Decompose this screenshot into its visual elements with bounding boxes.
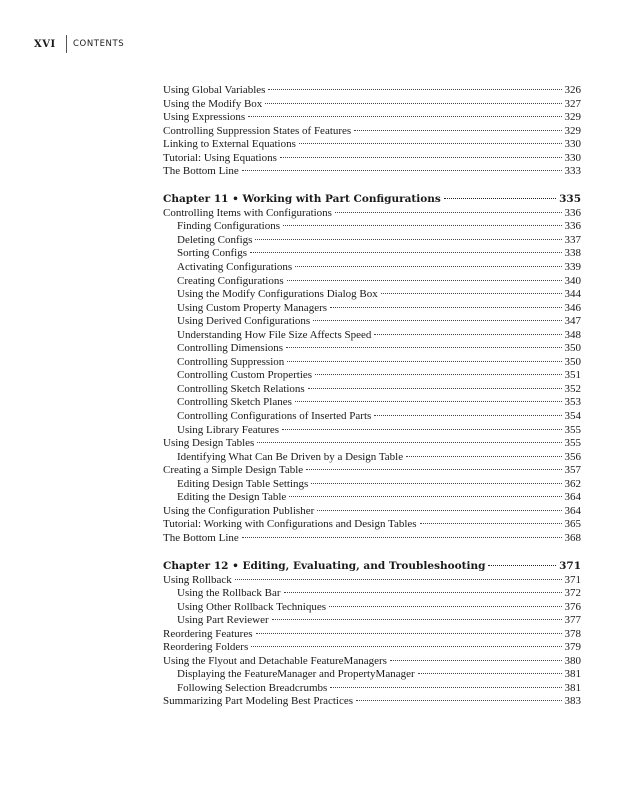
entry-page-number: 368 [564, 531, 581, 544]
entry-title: Creating a Simple Design Table [163, 464, 304, 477]
entry-page-number: 353 [564, 396, 581, 409]
entry-title: Using Rollback [163, 573, 232, 586]
toc-entry[interactable] [163, 138, 581, 152]
entry-page-number: 364 [564, 491, 581, 504]
entry-title: Editing Design Table Settings [177, 477, 309, 490]
dot-leader [317, 510, 561, 511]
entry-title: Controlling Custom Properties [177, 369, 313, 382]
dot-leader [488, 565, 556, 566]
entry-page-number: 330 [564, 138, 581, 151]
toc-section [163, 559, 581, 709]
toc-entry[interactable] [163, 505, 581, 519]
toc-subentry[interactable] [163, 234, 581, 248]
entry-page-number: 381 [564, 668, 581, 681]
toc-subentry[interactable] [163, 288, 581, 302]
running-head [34, 36, 124, 52]
dot-leader [272, 619, 562, 620]
dot-leader [242, 537, 562, 538]
entry-title: Controlling Dimensions [177, 342, 284, 355]
entry-title: The Bottom Line [163, 165, 239, 178]
entry-title: The Bottom Line [163, 531, 239, 544]
dot-leader [354, 130, 561, 131]
dot-leader [390, 660, 562, 661]
toc-entry[interactable] [163, 437, 581, 451]
dot-leader [242, 170, 562, 171]
toc-subentry[interactable] [163, 220, 581, 234]
entry-page-number: 327 [564, 97, 581, 110]
toc-entry[interactable] [163, 574, 581, 588]
dot-leader [248, 116, 561, 117]
running-title: CONTENTS [73, 39, 125, 49]
entry-title: Using Part Reviewer [177, 614, 269, 627]
entry-title: Using Library Features [177, 423, 280, 436]
dot-leader [330, 687, 561, 688]
entry-page-number: 379 [564, 641, 581, 654]
toc-subentry[interactable] [163, 261, 581, 275]
entry-page-number: 351 [564, 369, 581, 382]
entry-title: Editing the Design Table [177, 491, 287, 504]
dot-leader [280, 157, 562, 158]
entry-title: Controlling Suppression [177, 355, 285, 368]
entry-page-number: 339 [564, 261, 581, 274]
dot-leader [265, 103, 561, 104]
toc-subentry[interactable] [163, 396, 581, 410]
dot-leader [313, 320, 561, 321]
dot-leader [235, 579, 562, 580]
dot-leader [335, 212, 562, 213]
toc-subentry[interactable] [163, 315, 581, 329]
entry-page-number: 340 [564, 274, 581, 287]
entry-title: Following Selection Breadcrumbs [177, 681, 328, 694]
dot-leader [311, 483, 561, 484]
toc-subentry[interactable] [163, 491, 581, 505]
toc-subentry[interactable] [163, 601, 581, 615]
toc-section [163, 84, 581, 179]
toc-entry[interactable] [163, 641, 581, 655]
toc-entry[interactable] [163, 532, 581, 546]
entry-page-number: 352 [564, 382, 581, 395]
dot-leader [282, 429, 561, 430]
dot-leader [257, 442, 561, 443]
entry-page-number: 364 [564, 504, 581, 517]
entry-page-number: 338 [564, 247, 581, 260]
toc-subentry[interactable] [163, 451, 581, 465]
toc-subentry[interactable] [163, 369, 581, 383]
entry-page-number: 350 [564, 355, 581, 368]
entry-title: Using the Configuration Publisher [163, 504, 315, 517]
entry-title: Deleting Configs [177, 233, 253, 246]
dot-leader [251, 646, 561, 647]
entry-page-number: 381 [564, 681, 581, 694]
entry-page-number: 329 [564, 124, 581, 137]
toc-section [163, 192, 581, 546]
page-number: XVI [34, 38, 56, 50]
entry-page-number: 362 [564, 477, 581, 490]
dot-leader [329, 606, 561, 607]
dot-leader [374, 334, 561, 335]
entry-title: Activating Configurations [177, 261, 293, 274]
toc-entry[interactable] [163, 655, 581, 669]
entry-page-number: 383 [564, 695, 581, 708]
toc-subentry[interactable] [163, 275, 581, 289]
entry-page-number: 326 [564, 84, 581, 96]
dot-leader [250, 252, 562, 253]
dot-leader [289, 496, 561, 497]
toc-entry[interactable] [163, 111, 581, 125]
entry-page-number: 344 [564, 288, 581, 301]
entry-title: Using Design Tables [163, 437, 255, 450]
entry-title: Sorting Configs [177, 247, 247, 260]
entry-page-number: 355 [564, 437, 581, 450]
entry-title: Using Other Rollback Techniques [177, 600, 327, 613]
toc-subentry[interactable] [163, 668, 581, 682]
entry-title: Using Custom Property Managers [177, 301, 328, 314]
entry-title: Using the Rollback Bar [177, 587, 281, 600]
dot-leader [356, 700, 561, 701]
toc-subentry[interactable] [163, 302, 581, 316]
entry-title: Controlling Sketch Planes [177, 396, 292, 409]
chapter-page-number: 335 [559, 192, 581, 205]
toc-subentry[interactable] [163, 478, 581, 492]
table-of-contents [163, 84, 581, 709]
dot-leader [255, 239, 561, 240]
entry-title: Using Global Variables [163, 84, 266, 96]
entry-page-number: 356 [564, 450, 581, 463]
entry-title: Using Derived Configurations [177, 315, 311, 328]
dot-leader [287, 280, 562, 281]
dot-leader [315, 374, 561, 375]
chapter-title: Chapter 11 • Working with Part Configurations [163, 192, 441, 205]
entry-title: Identifying What Can Be Driven by a Design Table [177, 450, 404, 463]
entry-title: Tutorial: Using Equations [163, 151, 277, 164]
entry-title: Using the Flyout and Detachable FeatureManagers [163, 654, 387, 667]
entry-title: Controlling Configurations of Inserted Parts [177, 410, 372, 423]
entry-title: Tutorial: Working with Configurations and Design Tables [163, 518, 417, 531]
dot-leader [286, 347, 561, 348]
toc-subentry[interactable] [163, 682, 581, 696]
dot-leader [306, 469, 561, 470]
toc-subentry[interactable] [163, 247, 581, 261]
entry-title: Reordering Features [163, 627, 253, 640]
toc-entry[interactable] [163, 518, 581, 532]
dot-leader [256, 633, 562, 634]
entry-title: Using the Modify Box [163, 97, 263, 110]
entry-title: Summarizing Part Modeling Best Practices [163, 695, 354, 708]
entry-page-number: 333 [564, 165, 581, 178]
entry-title: Using the Modify Configurations Dialog Box [177, 288, 378, 301]
toc-subentry[interactable] [163, 342, 581, 356]
entry-page-number: 347 [564, 315, 581, 328]
entry-page-number: 329 [564, 111, 581, 124]
dot-leader [268, 89, 561, 90]
entry-page-number: 376 [564, 600, 581, 613]
entry-page-number: 337 [564, 233, 581, 246]
toc-subentry[interactable] [163, 587, 581, 601]
entry-page-number: 371 [564, 573, 581, 586]
entry-page-number: 350 [564, 342, 581, 355]
entry-title: Controlling Suppression States of Features [163, 124, 352, 137]
toc-entry[interactable] [163, 464, 581, 478]
entry-page-number: 354 [564, 410, 581, 423]
toc-subentry[interactable] [163, 383, 581, 397]
entry-title: Controlling Sketch Relations [177, 382, 305, 395]
dot-leader [295, 266, 561, 267]
toc-entry[interactable] [163, 84, 581, 98]
entry-title: Controlling Items with Configurations [163, 206, 332, 219]
dot-leader [299, 143, 562, 144]
entry-page-number: 355 [564, 423, 581, 436]
dot-leader [284, 592, 562, 593]
toc-subentry[interactable] [163, 410, 581, 424]
header-divider [66, 35, 67, 53]
dot-leader [420, 523, 562, 524]
entry-title: Creating Configurations [177, 274, 284, 287]
entry-title: Understanding How File Size Affects Speed [177, 328, 372, 341]
entry-page-number: 336 [564, 206, 581, 219]
entry-title: Finding Configurations [177, 220, 280, 233]
entry-page-number: 357 [564, 464, 581, 477]
entry-page-number: 372 [564, 587, 581, 600]
toc-entry[interactable] [163, 98, 581, 112]
dot-leader [287, 361, 561, 362]
toc-subentry[interactable] [163, 329, 581, 343]
toc-entry[interactable] [163, 628, 581, 642]
toc-entry[interactable] [163, 207, 581, 221]
chapter-page-number: 371 [559, 559, 581, 572]
dot-leader [283, 225, 562, 226]
dot-leader [374, 415, 561, 416]
dot-leader [330, 307, 561, 308]
toc-subentry[interactable] [163, 356, 581, 370]
entry-page-number: 377 [564, 614, 581, 627]
chapter-title: Chapter 12 • Editing, Evaluating, and Troubleshooting [163, 559, 486, 572]
entry-title: Using Expressions [163, 111, 246, 124]
entry-title: Reordering Folders [163, 641, 249, 654]
dot-leader [418, 673, 562, 674]
toc-subentry[interactable] [163, 424, 581, 438]
dot-leader [444, 198, 556, 199]
chapter-heading[interactable] [163, 559, 581, 573]
entry-page-number: 348 [564, 328, 581, 341]
entry-page-number: 330 [564, 151, 581, 164]
toc-entry[interactable] [163, 695, 581, 709]
toc-entry[interactable] [163, 152, 581, 166]
toc-subentry[interactable] [163, 614, 581, 628]
entry-page-number: 365 [564, 518, 581, 531]
entry-page-number: 336 [564, 220, 581, 233]
entry-title: Displaying the FeatureManager and PropertyManager [177, 668, 415, 681]
dot-leader [381, 293, 562, 294]
chapter-heading[interactable] [163, 192, 581, 206]
toc-entry[interactable] [163, 125, 581, 139]
dot-leader [295, 401, 562, 402]
entry-page-number: 380 [564, 654, 581, 667]
dot-leader [308, 388, 562, 389]
dot-leader [406, 456, 561, 457]
entry-page-number: 378 [564, 627, 581, 640]
entry-page-number: 346 [564, 301, 581, 314]
toc-entry[interactable] [163, 165, 581, 179]
entry-title: Linking to External Equations [163, 138, 296, 151]
